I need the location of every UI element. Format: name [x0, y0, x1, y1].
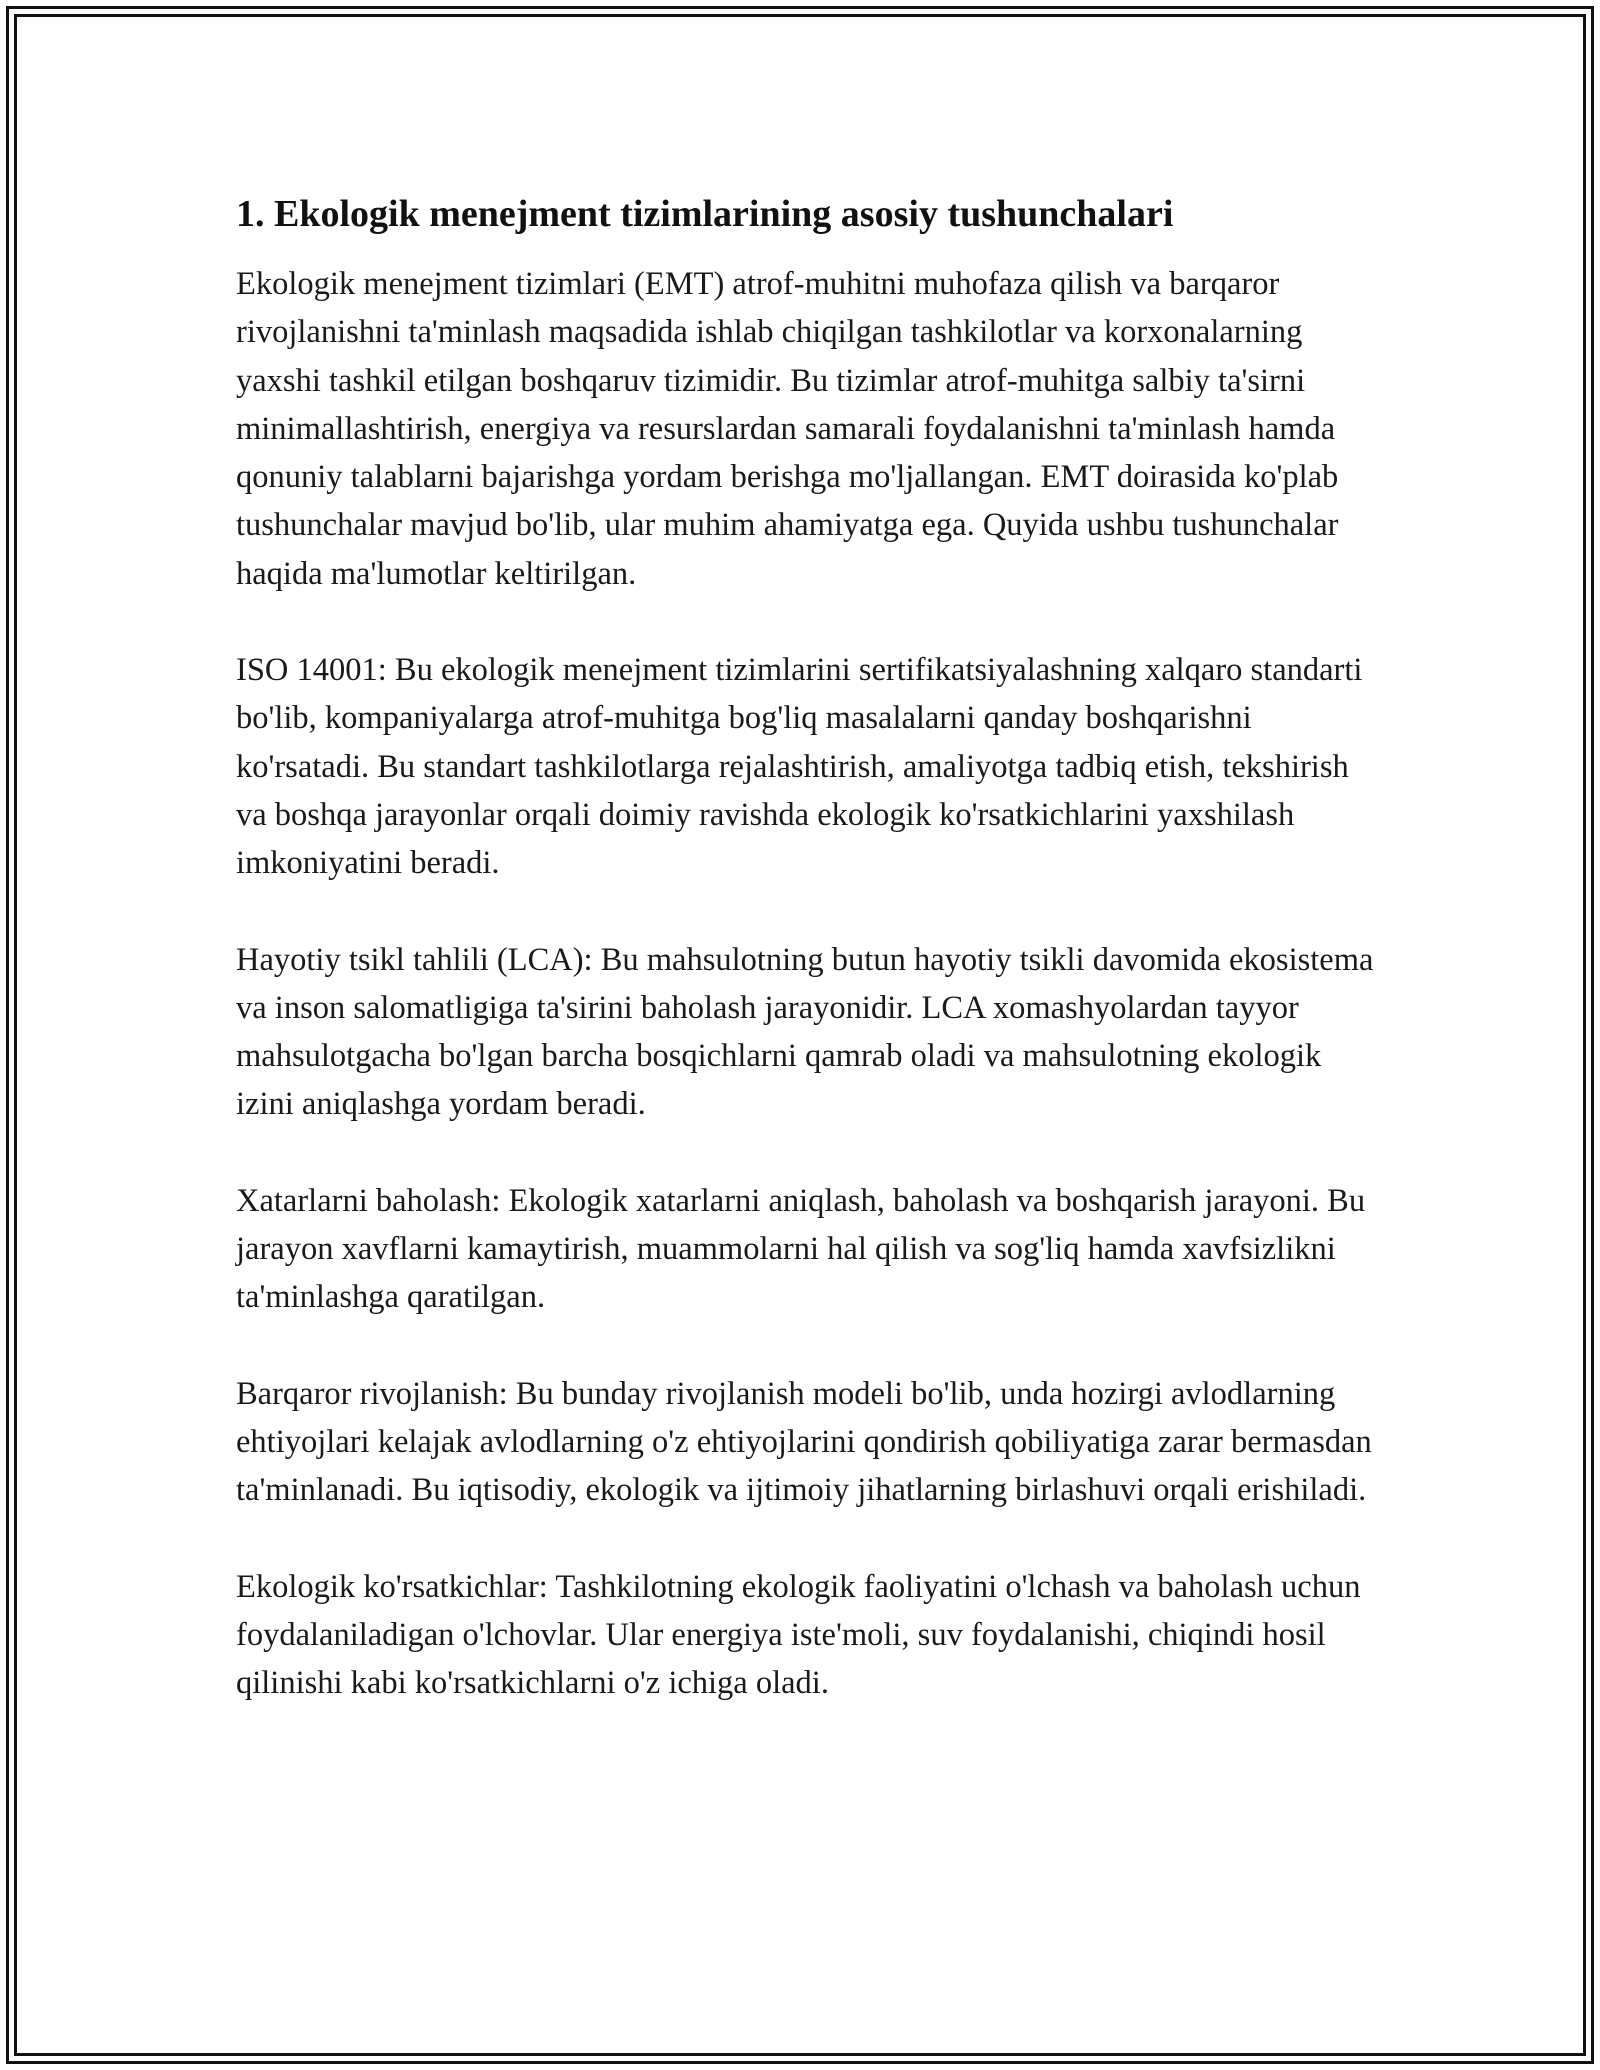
paragraph-risk-assessment: Xatarlarni baholash: Ekologik xatarlarni aniqlash, baholash va boshqarish jarayoni. Bu jarayon xavflarni kamaytirish, muammolarni hal qilish va sog'liq hamda xavfsizlikni ta'minlashga qaratilgan.	[236, 1182, 1366, 1316]
section-heading: 1. Ekologik menejment tizimlarining asosiy tushunchalari	[236, 193, 1174, 235]
paragraph-intro: Ekologik menejment tizimlari (EMT) atrof-muhitni muhofaza qilish va barqaror rivojlanishni ta'minlash maqsadida ishlab chiqilgan tashkilotlar va korxonalarning yaxshi tashkil etilgan boshqaruv tizimidir. Bu tizimlar atrof-muhitga salbiy ta'sirni minimallashtirish, energiya va resurslardan samarali foydalanishni ta'minlash hamda qonuniy talablarni bajarishga yordam berishga mo'ljallangan. EMT doirasida ko'plab tushunchalar mavjud bo'lib, ular muhim ahamiyatga ega. Quyida ushbu tushunchalar haqida ma'lumotlar keltirilgan.	[236, 266, 1339, 592]
paragraph-ecological-indicators: Ekologik ko'rsatkichlar: Tashkilotning ekologik faoliyatini o'lchash va baholash uchun foydalaniladigan o'lchovlar. Ular energiya iste'moli, suv foydalanishi, chiqindi hosil qilinishi kabi ko'rsatkichlarni o'z ichiga oladi.	[236, 1568, 1361, 1702]
paragraph-iso-14001: ISO 14001: Bu ekologik menejment tizimlarini sertifikatsiyalashning xalqaro standarti bo'lib, kompaniyalarga atrof-muhitga bog'liq masalalarni qanday boshqarishni ko'rsatadi. Bu standart tashkilotlarga rejalashtirish, amaliyotga tadbiq etish, tekshirish va boshqa jarayonlar orqali doimiy ravishda ekologik ko'rsatkichlarini yaxshilash imkoniyatini beradi.	[236, 652, 1363, 882]
paragraph-lca: Hayotiy tsikl tahlili (LCA): Bu mahsulotning butun hayotiy tsikli davomida ekosistema va inson salomatligiga ta'sirini baholash jarayonidir. LCA xomashyolardan tayyor mahsulotgacha bo'lgan barcha bosqichlarni qamrab oladi va mahsulotning ekologik izini aniqlashga yordam beradi.	[236, 941, 1374, 1123]
paragraph-sustainable-development: Barqaror rivojlanish: Bu bunday rivojlanish modeli bo'lib, unda hozirgi avlodlarning ehtiyojlari kelajak avlodlarning o'z ehtiyojlarini qondirish qobiliyatiga zarar bermasdan ta'minlanadi. Bu iqtisodiy, ekologik va ijtimoiy jihatlarning birlashuvi orqali erishiladi.	[236, 1375, 1372, 1509]
document-body	[236, 190, 1376, 1755]
